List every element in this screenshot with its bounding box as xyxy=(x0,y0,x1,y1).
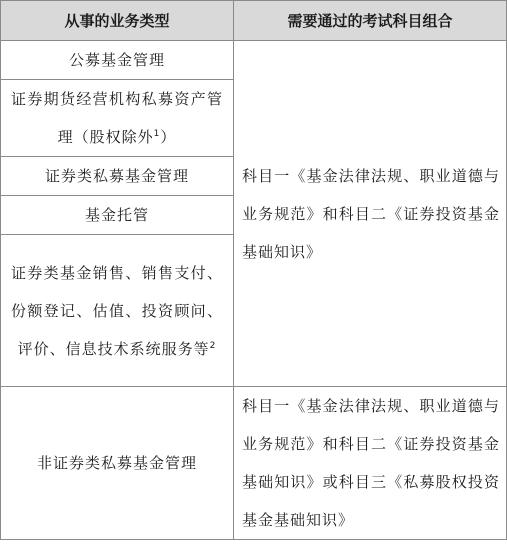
business-type-cell: 基金托管 xyxy=(1,196,234,235)
table-row xyxy=(1,387,507,540)
header-business-type: 从事的业务类型 xyxy=(1,1,234,41)
business-type-text: 证券类基金销售、销售支付、份额登记、估值、投资顾问、评价、信息技术系统服务等 xyxy=(11,263,223,358)
business-type-cell: 非证券类私募基金管理 xyxy=(1,387,234,540)
table-header-row xyxy=(1,1,507,41)
footnote-marker: 2 xyxy=(209,340,217,351)
table-row xyxy=(1,41,507,80)
exam-combination-cell: 科目一《基金法律法规、职业道德与业务规范》和科目二《证券投资基金基础知识》或科目三《私募股权投资基金基础知识》 xyxy=(234,387,507,540)
header-exam-combination: 需要通过的考试科目组合 xyxy=(234,1,507,41)
business-type-text: 证券期货经营机构私募资产管理（股权除外 xyxy=(11,90,223,146)
business-type-cell: 公募基金管理 xyxy=(1,41,234,80)
business-type-cell xyxy=(1,80,234,157)
business-type-suffix: ） xyxy=(160,128,177,146)
footnote-marker: 1 xyxy=(153,129,161,139)
exam-combination-cell: 科目一《基金法律法规、职业道德与业务规范》和科目二《证券投资基金基础知识》 xyxy=(234,41,507,387)
business-type-cell xyxy=(1,235,234,387)
business-type-cell: 证券类私募基金管理 xyxy=(1,157,234,196)
